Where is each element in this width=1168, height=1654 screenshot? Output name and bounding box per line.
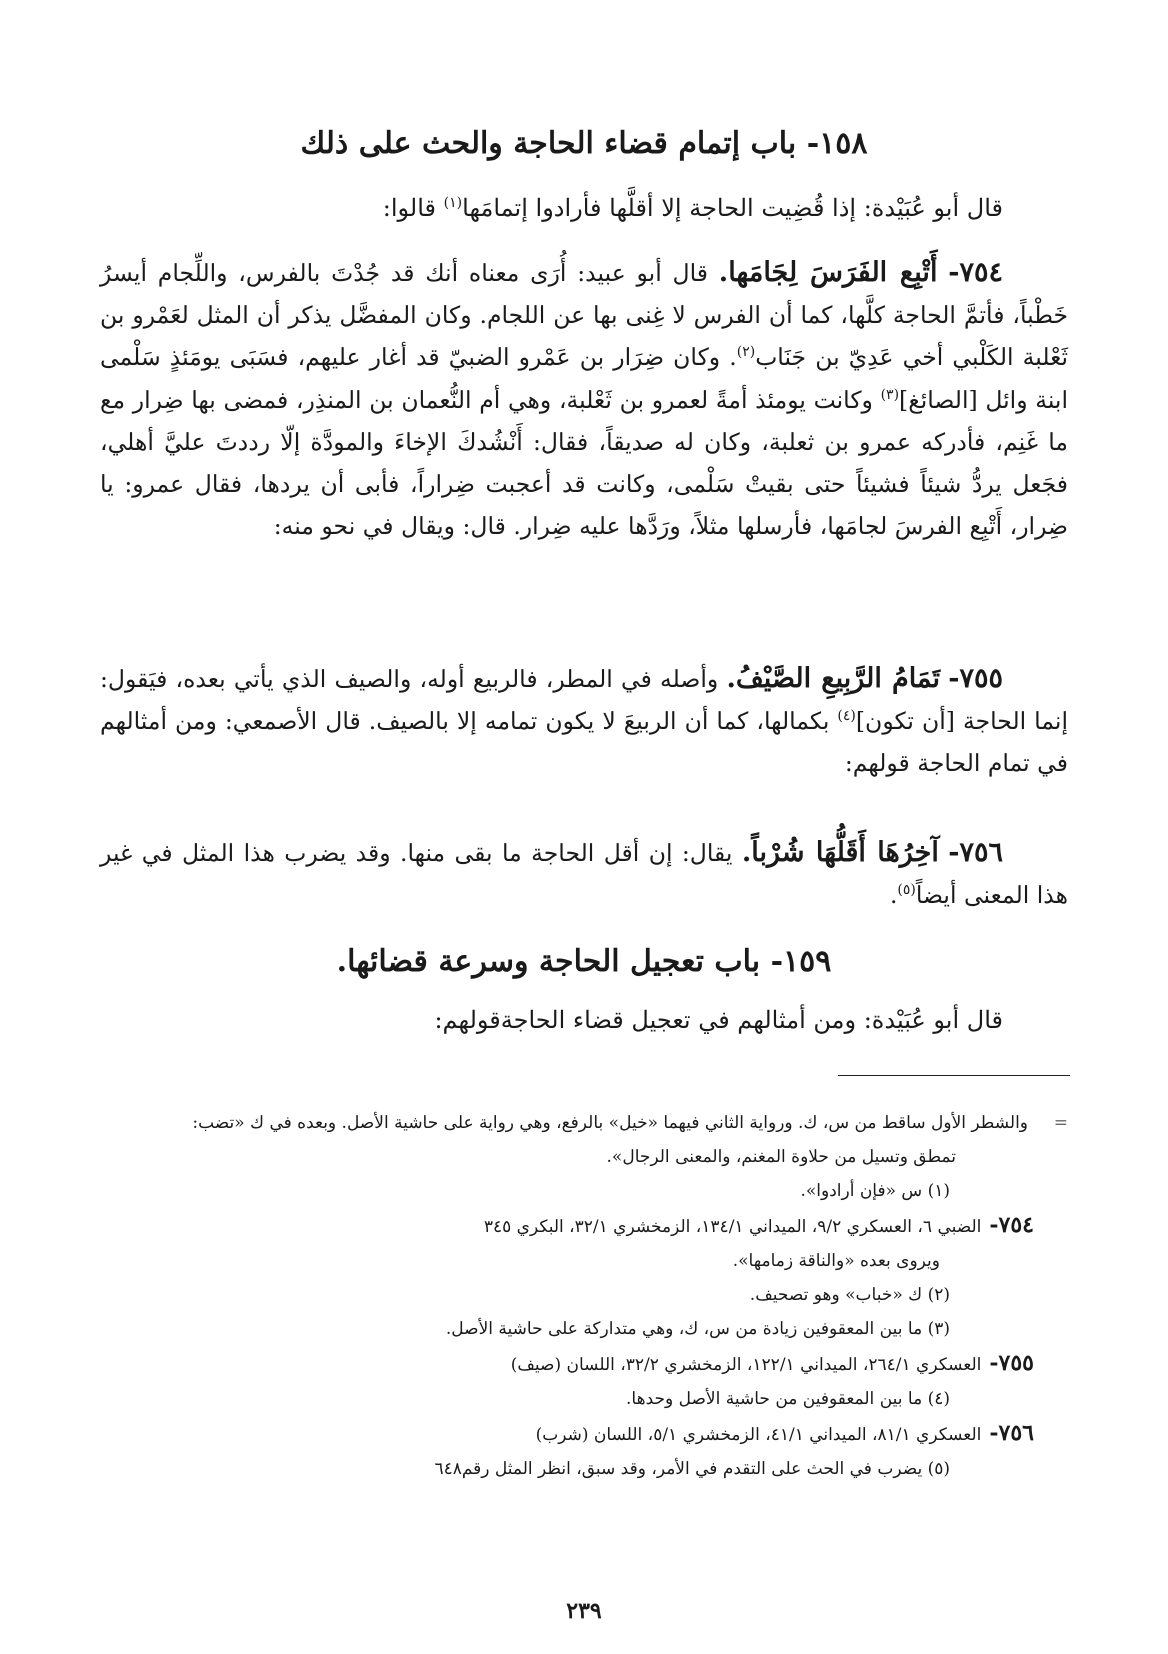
chapter-159-title: ١٥٩- باب تعجيل الحاجة وسرعة قضائها. [336, 944, 832, 979]
proverb: آخِرُهَا أَقَلُّهَا شُرْباً. [741, 837, 939, 868]
source-number: ٧٥٦- [989, 1420, 1034, 1446]
footnote-4: (٤) ما بين المعقوفين من حاشية الأصل وحدها. [626, 1389, 950, 1409]
footnote-3: (٣) ما بين المعقوفين زيادة من س، ك، وهي متداركة على حاشية الأصل. [445, 1319, 950, 1339]
entry-text: قال أبو عبيد: أُرَى معناه أنك قد جُدْتَ بالفرس، واللِّجام أيسرُ خَطْباً، فأتمَّ الحاجة كلَّها، كما أن الفرس لا غِنى بها عن اللجام. وكان المفضَّل يذكر أن المثل لعَمْرو بن ثَعْلبة الكَلْبي أخي عَدِيّ بن جَنَاب [100, 259, 1068, 372]
footnote-5: (٥) يضرب في الحث على التقدم في الأمر، وقد سبق، انظر المثل رقم٦٤٨ [434, 1459, 950, 1479]
entry-text: . [889, 881, 898, 910]
continuation-mark: = [1053, 1113, 1068, 1133]
footnote-1: (١) س «فإن أرادوا». [800, 1181, 950, 1201]
entry-number: ٧٥٦- [948, 837, 1003, 868]
footnote-ref-5: (٥) [897, 882, 916, 899]
entry-754 [100, 252, 1068, 547]
source-number: ٧٥٤- [989, 1212, 1034, 1238]
intro-text-end: قالوا: [382, 194, 444, 222]
footnote-ref-3: (٣) [880, 386, 900, 403]
footnote-continuation-line2: تمطق وتسيل من حلاوة المغنم، والمعنى الرجال». [606, 1147, 956, 1167]
entry-number: ٧٥٥- [948, 663, 1003, 694]
footnote-text: والشطر الأول ساقط من س، ك. ورواية الثاني فيهما «خيل» بالرفع، وهي رواية على حاشية الأصل. وبعده في ك «تضب: [192, 1113, 1028, 1133]
source-text: العسكري ٨١/١، الميداني ٤١/١، الزمخشري ٥/١، اللسان (شرب) [535, 1425, 982, 1445]
footnote-divider [838, 1075, 1070, 1076]
footnote-ref-4: (٤) [837, 708, 856, 725]
entry-text: يقال: إن أقل الحاجة ما بقى منها. وقد يضرب هذا المثل في غير هذا المعنى أيضاً [100, 839, 1068, 910]
intro-text: قال أبو عُبَيْدة: إذا قُضِيت الحاجة إلا أقلَّها فأرادوا إتمامَها [462, 194, 1003, 222]
footnote-ref-2: (٢) [736, 344, 756, 361]
footnote-continuation [68, 1106, 1068, 1140]
page-number: ٢٣٩ [566, 1598, 602, 1624]
entry-755 [100, 658, 1068, 785]
source-754-note: ويروى بعده «والناقة زمامها». [732, 1251, 940, 1271]
source-756 [68, 1416, 1068, 1452]
chapter-159-intro: قال أبو عُبَيْدة: ومن أمثالهم في تعجيل قضاء الحاجةقولهم: [434, 1006, 1003, 1034]
entry-text: بكمالها، كما أن الربيعَ لا يكون تمامه إلا بالصيف. قال الأصمعي: ومن أمثالهم في تمام الحاجة قولهم: [100, 707, 1068, 778]
entry-text: وأصله في المطر، فالربيع أوله، والصيف الذي يأتي بعده، فيَقول: إنما الحاجة [أن تكون] [100, 665, 1068, 736]
proverb: تَمَامُ الرَّبِيعِ الصَّيْفُ. [726, 663, 941, 694]
source-text: الضبي ٦، العسكري ٩/٢، الميداني ١٣٤/١، الزمخشري ٣٢/١، البكري ٣٤٥ [483, 1217, 982, 1237]
source-text: العسكري ٢٦٤/١، الميداني ١٢٢/١، الزمخشري ٣٢/٢، اللسان (صيف) [510, 1355, 982, 1375]
entry-text: . وكان ضِرَار بن عَمْرو الضبيّ قد أغار عليهم، فسَبَى يومَئذٍ سَلْمى ابنة وائل [الصائغ] [100, 343, 1068, 414]
footnote-2: (٢) ك «خباب» وهو تصحيف. [749, 1285, 950, 1305]
entry-756 [100, 832, 1068, 916]
footnote-ref-1: (١) [443, 195, 463, 211]
chapter-158-intro [103, 188, 1003, 228]
source-number: ٧٥٥- [989, 1350, 1034, 1376]
entry-text: وكانت يومئذ أمةً لعمرو بن ثَعْلبة، وهي أم النُّعمان بن المنذِر، فمضى بها ضِرار مع ما غَنِم، فأدركه عمرو بن ثعلبة، وكان له صديقاً، فقال: أَنْشُدكَ الإخاءَ والمودَّة إلّا رددتَ عليَّ أهلي، فجَعل يردُّ شيئاً فشيئاً حتى بقيتْ سَلْمى، وكانت قد أعجبت ضِراراً، فأبى أن يردها، فقال عمرو: يا ضِرار، أَتْبِع الفرسَ لجامَها، فأرسلها مثلاً، ورَدَّها عليه ضِرار. قال: ويقال في نحو منه: [100, 385, 1068, 541]
source-754 [68, 1208, 1068, 1244]
chapter-158-title: ١٥٨- باب إتمام قضاء الحاجة والحث على ذلك [300, 126, 868, 161]
proverb: أَتْبِع الفَرَسَ لِجَامَها. [718, 257, 938, 288]
footnotes [68, 1106, 1068, 1486]
source-755 [68, 1346, 1068, 1382]
entry-number: ٧٥٤- [948, 257, 1003, 288]
